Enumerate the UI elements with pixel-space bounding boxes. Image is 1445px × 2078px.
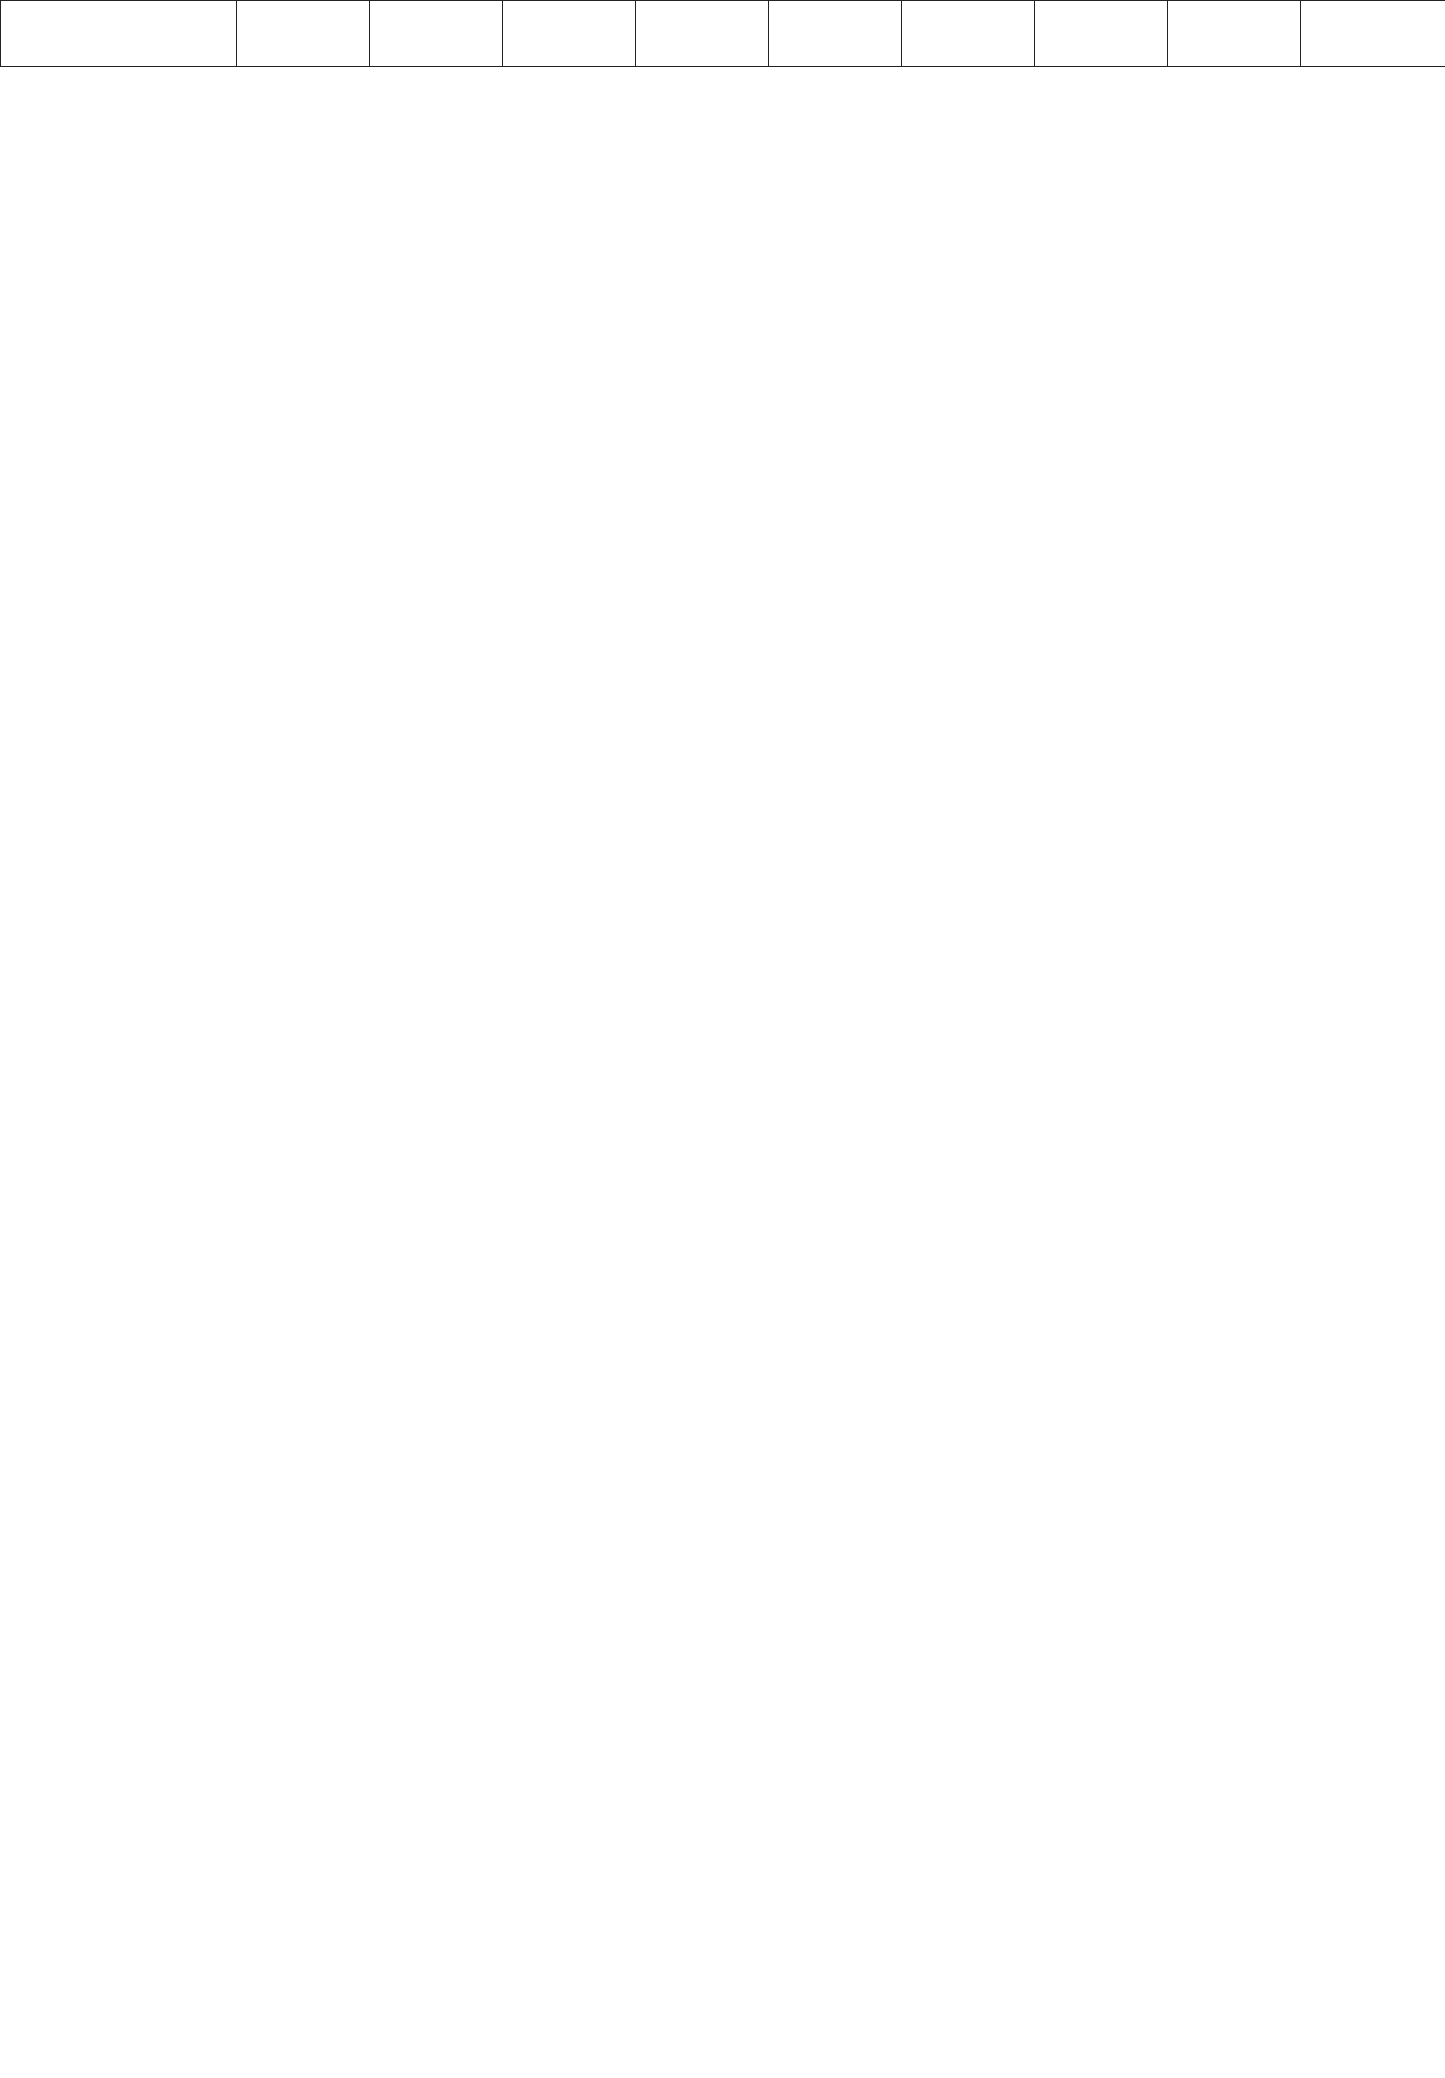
- header-year: [769, 1, 902, 67]
- header-year: [1301, 1, 1445, 67]
- header-year: [370, 1, 503, 67]
- header-year: [902, 1, 1035, 67]
- header-year: [503, 1, 636, 67]
- header-year: [636, 1, 769, 67]
- header-year: [1168, 1, 1301, 67]
- header-row: [1, 1, 1445, 67]
- header-category: [1, 1, 237, 67]
- header-year: [237, 1, 370, 67]
- header-year: [1035, 1, 1168, 67]
